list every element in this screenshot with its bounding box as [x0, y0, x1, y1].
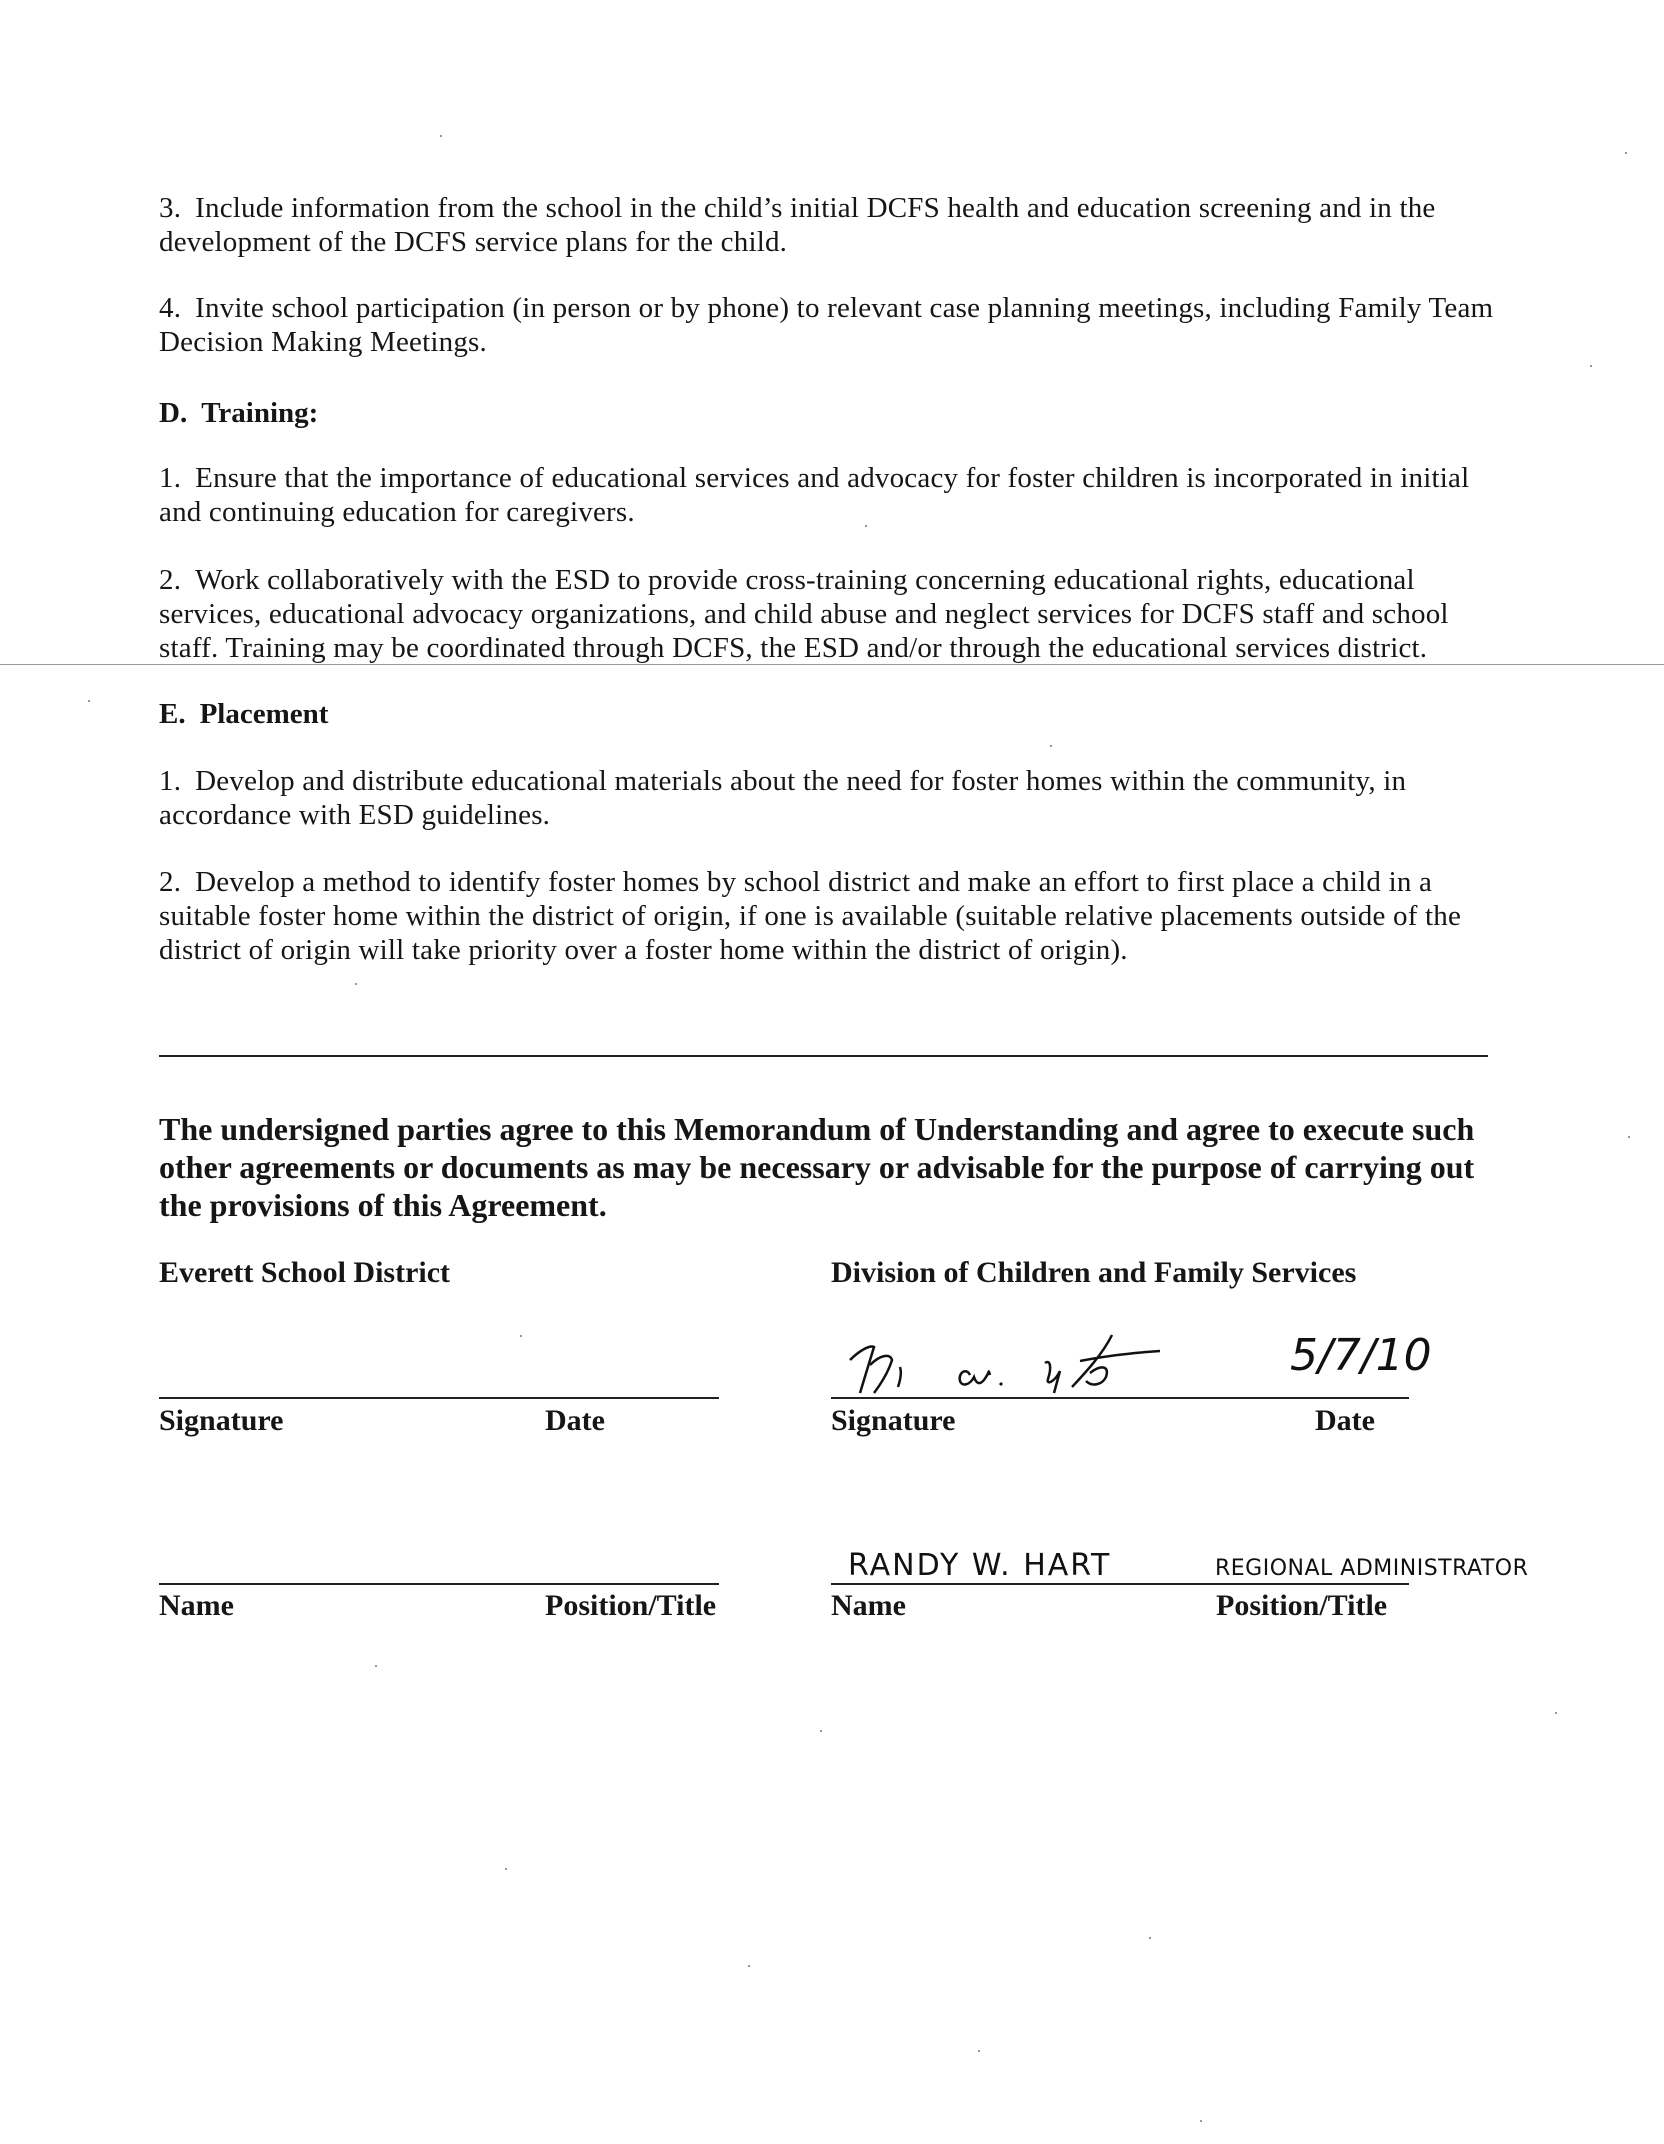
- right-signature-line: [831, 1397, 1409, 1399]
- left-position-label: Position/Title: [545, 1589, 717, 1622]
- scan-speck: [1625, 152, 1627, 154]
- handwritten-date: 5/7/10: [1290, 1330, 1432, 1381]
- paragraph-number: 3.: [159, 192, 182, 224]
- left-date-label: Date: [545, 1404, 605, 1437]
- scan-speck: [748, 1965, 750, 1967]
- item-number: 2.: [159, 564, 182, 596]
- scan-speck: [1200, 2120, 1202, 2122]
- section-e-heading: [159, 698, 328, 731]
- left-signature-label: Signature: [159, 1404, 284, 1437]
- handwritten-name: RANDY W. HART: [848, 1548, 1112, 1583]
- scan-speck: [440, 135, 442, 137]
- section-d-item-2: [159, 563, 1499, 665]
- scan-speck: [520, 1335, 522, 1337]
- scan-speck: [1590, 365, 1592, 367]
- right-date-label: Date: [1315, 1404, 1375, 1437]
- item-text: Develop and distribute educational materials about the need for foster homes within the community, in accordance with ESD guidelines.: [159, 765, 1407, 831]
- left-name-label: Name: [159, 1589, 234, 1622]
- handwritten-title: REGIONAL ADMINISTRATOR: [1215, 1556, 1529, 1581]
- paragraph-4: [159, 291, 1499, 359]
- section-letter: E.: [159, 698, 186, 730]
- item-number: 2.: [159, 866, 182, 898]
- paragraph-3: [159, 191, 1499, 259]
- item-number: 1.: [159, 462, 182, 494]
- handwritten-signature: [840, 1325, 1200, 1415]
- scan-speck: [820, 1730, 822, 1732]
- scan-speck: [865, 525, 867, 527]
- item-number: 1.: [159, 765, 182, 797]
- section-d-heading: [159, 397, 318, 430]
- section-title: Training:: [201, 397, 319, 429]
- left-party-name: Everett School District: [159, 1256, 451, 1289]
- right-signature-label: Signature: [831, 1404, 956, 1437]
- scan-speck: [505, 1868, 507, 1870]
- section-d-item-1: [159, 461, 1499, 529]
- scan-speck: [1050, 745, 1052, 747]
- section-divider: [159, 1055, 1488, 1057]
- section-title: Placement: [199, 698, 329, 730]
- scan-speck: [375, 1665, 377, 1667]
- item-text: Develop a method to identify foster homes by school district and make an effort to first place a child in a suitable foster home within the district of origin, if one is available (suitable relative placements outside of the district of origin will take priority over a foster home within the district of origin).: [159, 866, 1462, 966]
- section-e-item-1: [159, 764, 1499, 832]
- agreement-statement: The undersigned parties agree to this Memorandum of Understanding and agree to execute such other agreements or documents as may be necessary or advisable for the purpose of carrying out the provisions of this Agreement.: [159, 1111, 1475, 1223]
- right-name-line: [831, 1583, 1409, 1585]
- right-party-name: Division of Children and Family Services: [831, 1256, 1357, 1289]
- scan-speck: [1149, 1937, 1151, 1939]
- left-signature-line: [159, 1397, 719, 1399]
- scan-speck: [978, 2050, 980, 2052]
- section-e-item-2: [159, 865, 1499, 967]
- item-text: Ensure that the importance of educational services and advocacy for foster children is incorporated in initial and continuing education for caregivers.: [159, 462, 1470, 528]
- paragraph-number: 4.: [159, 292, 182, 324]
- right-position-label: Position/Title: [1216, 1589, 1388, 1622]
- scan-speck: [88, 700, 90, 702]
- left-name-line: [159, 1583, 719, 1585]
- item-text: Work collaboratively with the ESD to provide cross-training concerning educational rights, educational services, educational advocacy organizations, and child abuse and neglect services for DCFS staff and school staff. Training may be coordinated through DCFS, the ESD and/or through the educational services district.: [159, 564, 1449, 664]
- section-letter: D.: [159, 397, 188, 429]
- scan-speck: [355, 983, 357, 985]
- scan-speck: [1628, 1136, 1630, 1138]
- paragraph-text: Include information from the school in the child’s initial DCFS health and education screening and in the development of the DCFS service plans for the child.: [159, 192, 1436, 258]
- paragraph-text: Invite school participation (in person or by phone) to relevant case planning meetings, including Family Team Decision Making Meetings.: [159, 292, 1494, 358]
- scan-speck: [1555, 1712, 1557, 1714]
- right-name-label: Name: [831, 1589, 906, 1622]
